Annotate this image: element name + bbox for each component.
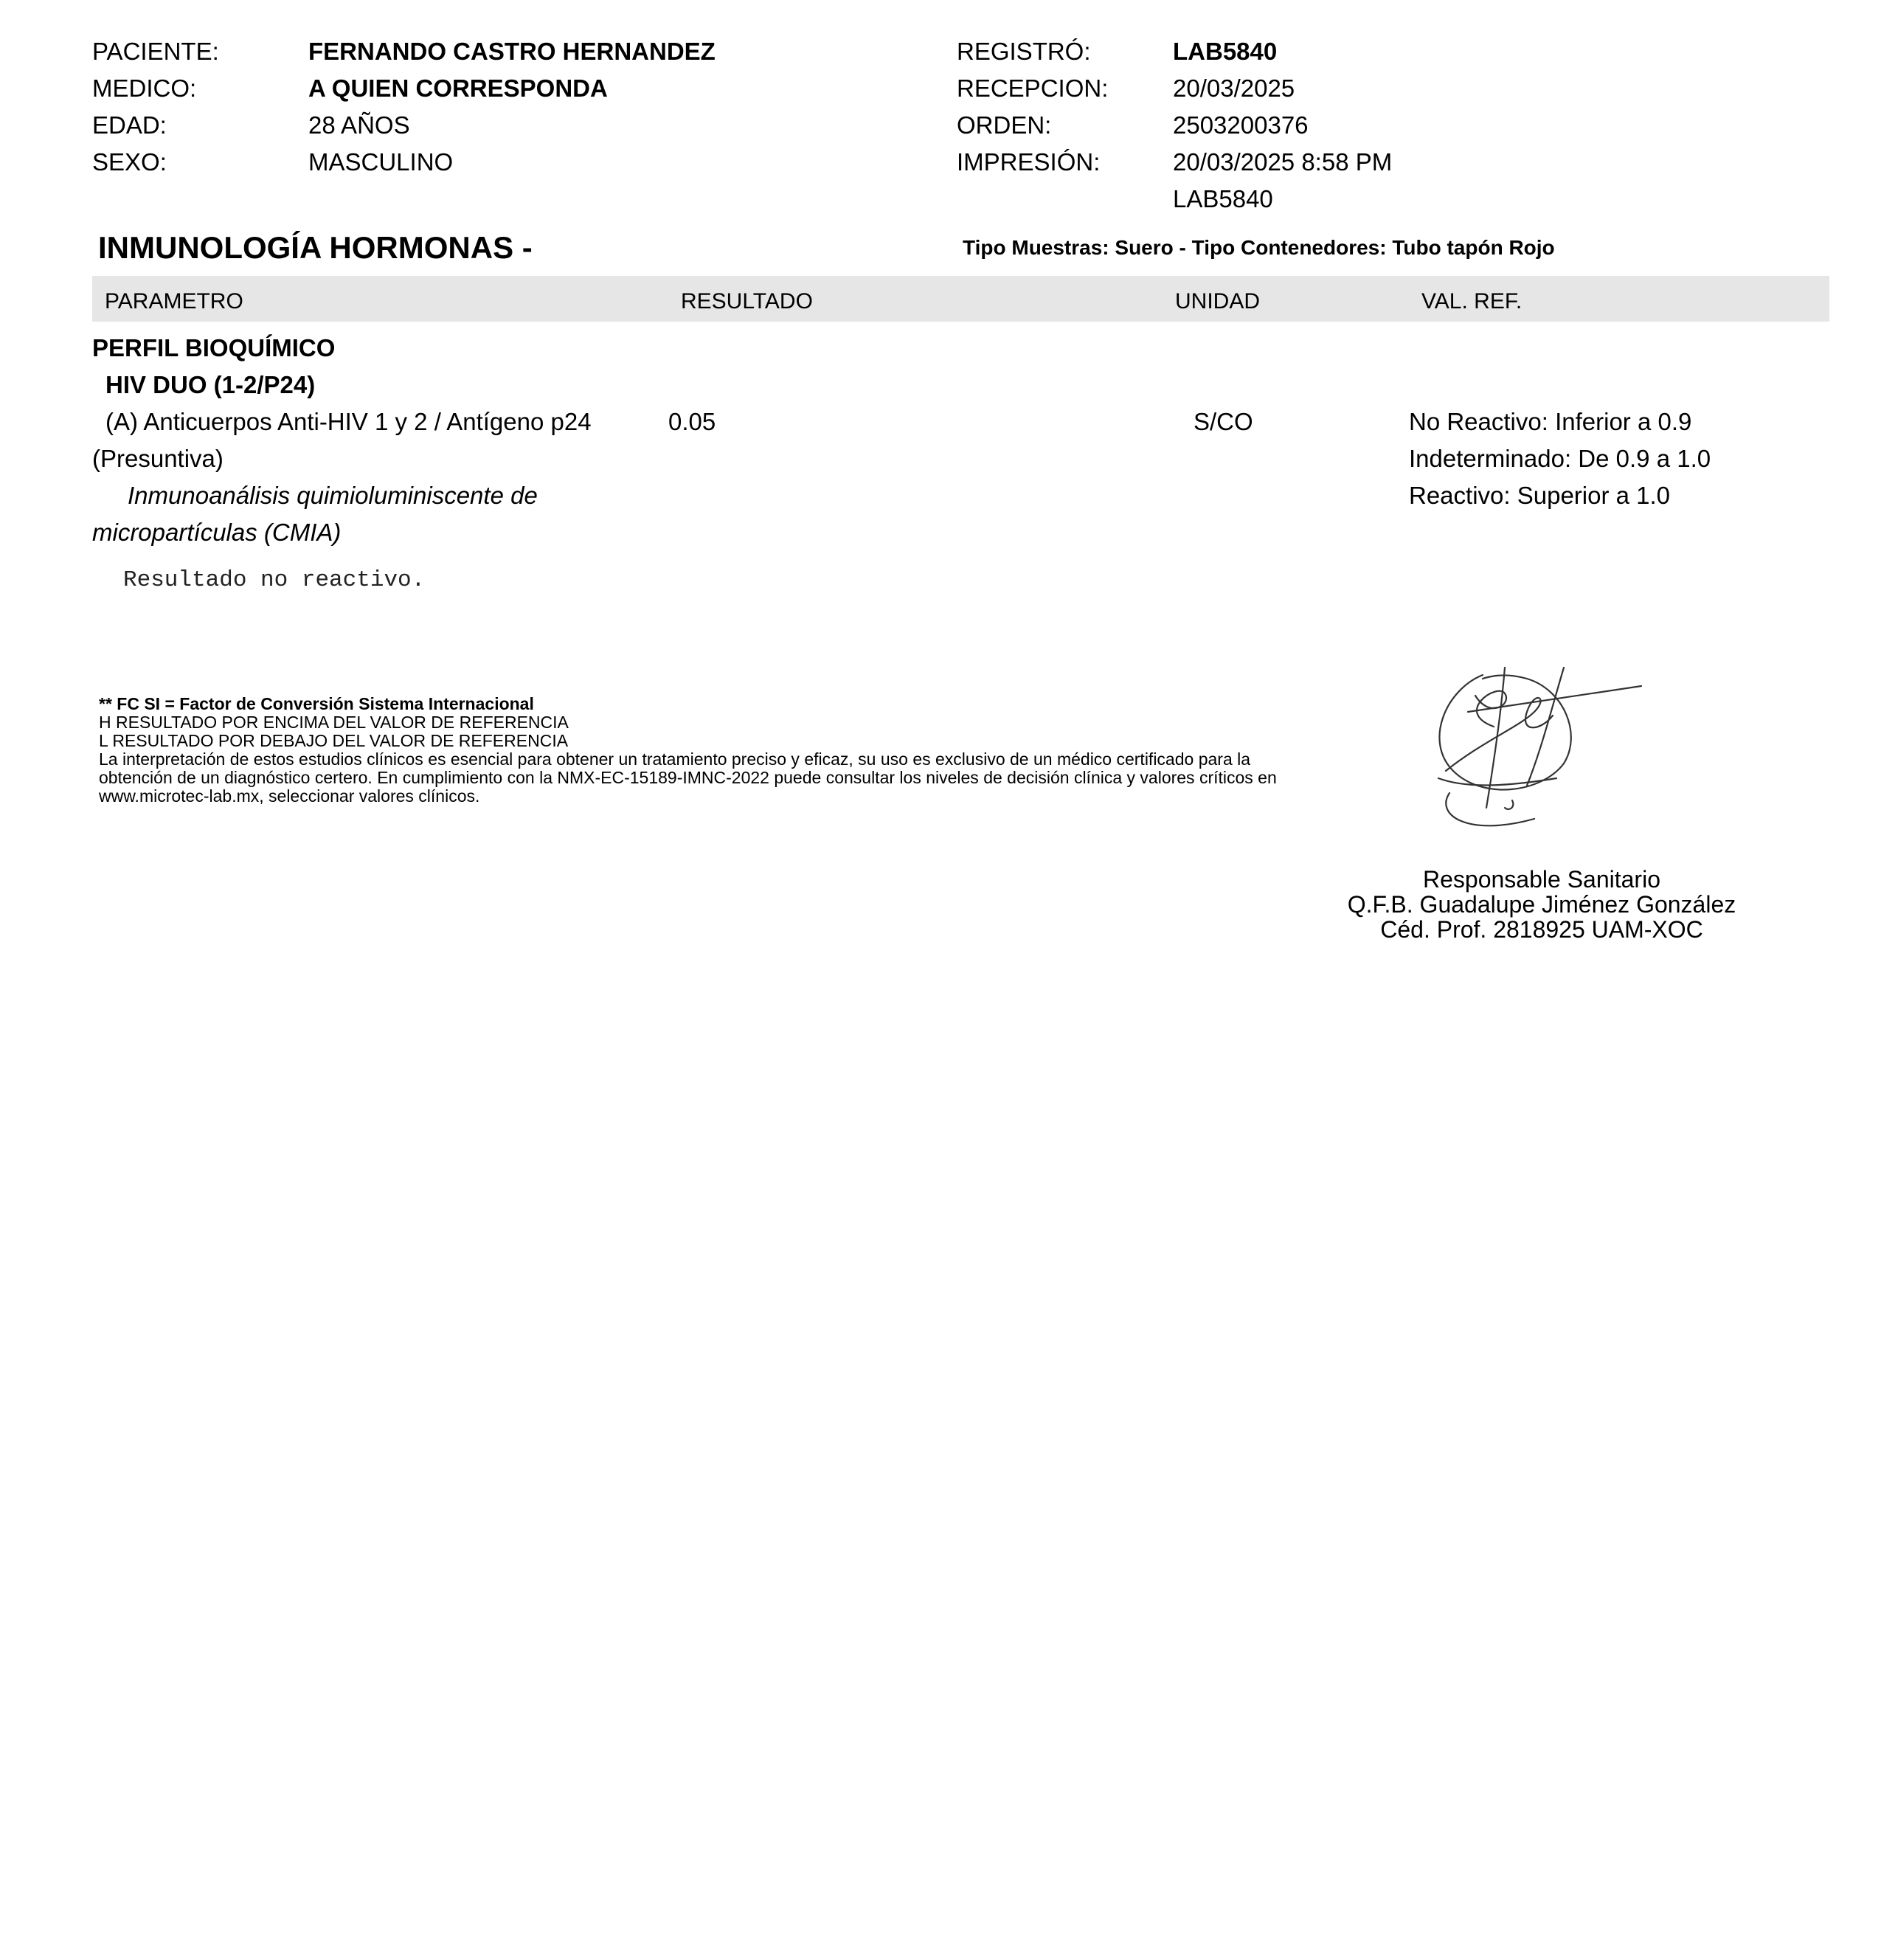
printed-label: IMPRESIÓN:	[957, 148, 1101, 176]
method-line1: Inmunoanálisis quimioluminiscente de	[128, 482, 538, 509]
printed-lab-code: LAB5840	[1173, 185, 1273, 212]
doctor-name: A QUIEN CORRESPONDA	[308, 75, 608, 102]
reception-label: RECEPCION:	[957, 75, 1109, 102]
signature-image	[1424, 660, 1660, 845]
group-title: PERFIL BIOQUÍMICO	[92, 334, 336, 361]
result-comment: Resultado no reactivo.	[123, 567, 426, 593]
patient-name: FERNANDO CASTRO HERNANDEZ	[308, 38, 716, 65]
age-label: EDAD:	[92, 111, 167, 139]
signature-name: Q.F.B. Guadalupe Jiménez González	[1347, 891, 1736, 918]
parameter-name-cont: (Presuntiva)	[92, 445, 224, 472]
footnotes	[99, 695, 1279, 806]
patient-label: PACIENTE:	[92, 38, 219, 65]
header-ref: VAL. REF.	[1421, 289, 1523, 314]
result-value: 0.05	[668, 408, 716, 435]
ref-nonreactive: No Reactivo: Inferior a 0.9	[1409, 408, 1692, 435]
parameter-name: (A) Anticuerpos Anti-HIV 1 y 2 / Antígeno p24	[105, 408, 592, 435]
age-value: 28 AÑOS	[308, 111, 410, 139]
table-header	[92, 276, 1829, 322]
ref-indeterminate: Indeterminado: De 0.9 a 1.0	[1409, 445, 1711, 472]
order-value: 2503200376	[1173, 111, 1309, 139]
method-line2: micropartículas (CMIA)	[92, 519, 342, 546]
order-label: ORDEN:	[957, 111, 1052, 139]
signature-license: Céd. Prof. 2818925 UAM-XOC	[1380, 916, 1703, 943]
footnote-high: H RESULTADO POR ENCIMA DEL VALOR DE REFERENCIA	[99, 713, 569, 732]
footnote-si: ** FC SI = Factor de Conversión Sistema Internacional	[99, 694, 534, 713]
sex-value: MASCULINO	[308, 148, 454, 176]
reception-value: 20/03/2025	[1173, 75, 1295, 102]
header-result: RESULTADO	[681, 289, 813, 314]
printed-value: 20/03/2025 8:58 PM	[1173, 148, 1393, 176]
header-parameter: PARAMETRO	[105, 289, 243, 314]
section-title: INMUNOLOGÍA HORMONAS -	[98, 230, 533, 265]
registry-value: LAB5840	[1173, 38, 1278, 65]
test-title: HIV DUO (1-2/P24)	[105, 371, 316, 398]
doctor-label: MEDICO:	[92, 75, 197, 102]
signature-role: Responsable Sanitario	[1423, 866, 1660, 893]
header-unit: UNIDAD	[1175, 289, 1261, 314]
ref-reactive: Reactivo: Superior a 1.0	[1409, 482, 1671, 509]
registry-label: REGISTRÓ:	[957, 38, 1091, 65]
sample-info: Tipo Muestras: Suero - Tipo Contenedores: Tubo tapón Rojo	[963, 236, 1555, 259]
sex-label: SEXO:	[92, 148, 167, 176]
unit-value: S/CO	[1194, 408, 1253, 435]
footnote-disclaimer: La interpretación de estos estudios clínicos es esencial para obtener un tratamiento preciso y eficaz, su uso es exclusivo de un médico certificado para la obtención de un diagnóstico certero. En cumplimiento con la NMX-EC-15189-IMNC-2022 puede consultar los niveles de decisión clínica y valores críticos en www.microtec-lab.mx, seleccionar valores clínicos.	[99, 749, 1277, 806]
footnote-low: L RESULTADO POR DEBAJO DEL VALOR DE REFERENCIA	[99, 731, 569, 750]
